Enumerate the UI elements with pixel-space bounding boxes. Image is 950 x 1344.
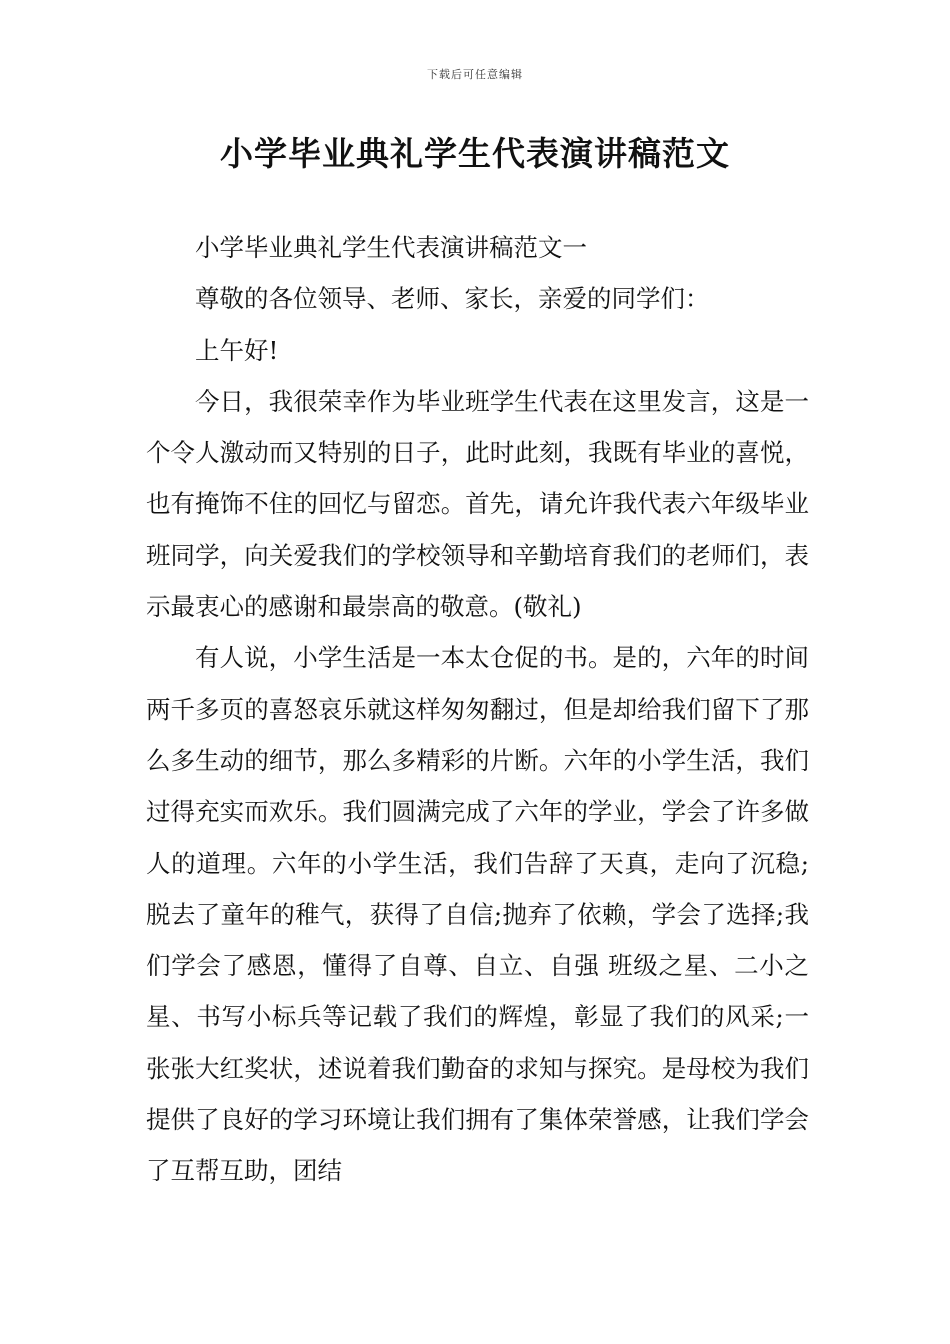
paragraph-1: 今日，我很荣幸作为毕业班学生代表在这里发言，这是一个令人激动而又特别的日子，此时此刻，我既有毕业的喜悦，也有掩饰不住的回忆与留恋。首先，请允许我代表六年级毕业班同学，向关爱我们的学校领导和辛勤培育我们的老师们，表示最衷心的感谢和最崇高的敬意。(敬礼) [146, 386, 809, 622]
speech-subtitle: 小学毕业典礼学生代表演讲稿范文一 [195, 233, 587, 262]
document-title: 小学毕业典礼学生代表演讲稿范文 [220, 134, 730, 173]
greeting: 上午好! [195, 335, 279, 365]
paragraph-2: 有人说，小学生活是一本太仓促的书。是的，六年的时间两千多页的喜怒哀乐就这样匆匆翻过，但是却给我们留下了那么多生动的细节，那么多精彩的片断。六年的小学生活，我们过得充实而欢乐。我们圆满完成了六年的学业，学会了许多做人的道理。六年的小学生活，我们告辞了天真，走向了沉稳;脱去了童年的稚气，获得了自信;抛弃了依赖，学会了选择;我们学会了感恩，懂得了自尊、自立、自强 班级之星、二小之星、书写小标兵等记载了我们的辉煌，彰显了我们的风采;一张张大红奖状，述说着我们勤奋的求知与探究。是母校为我们提供了良好的学习环境让我们拥有了集体荣誉感，让我们学会了互帮互助，团结 [146, 643, 809, 1186]
salutation: 尊敬的各位领导、老师、家长，亲爱的同学们： [195, 284, 710, 314]
document-body [146, 222, 809, 1197]
header-note: 下载后可任意编辑 [427, 68, 523, 81]
